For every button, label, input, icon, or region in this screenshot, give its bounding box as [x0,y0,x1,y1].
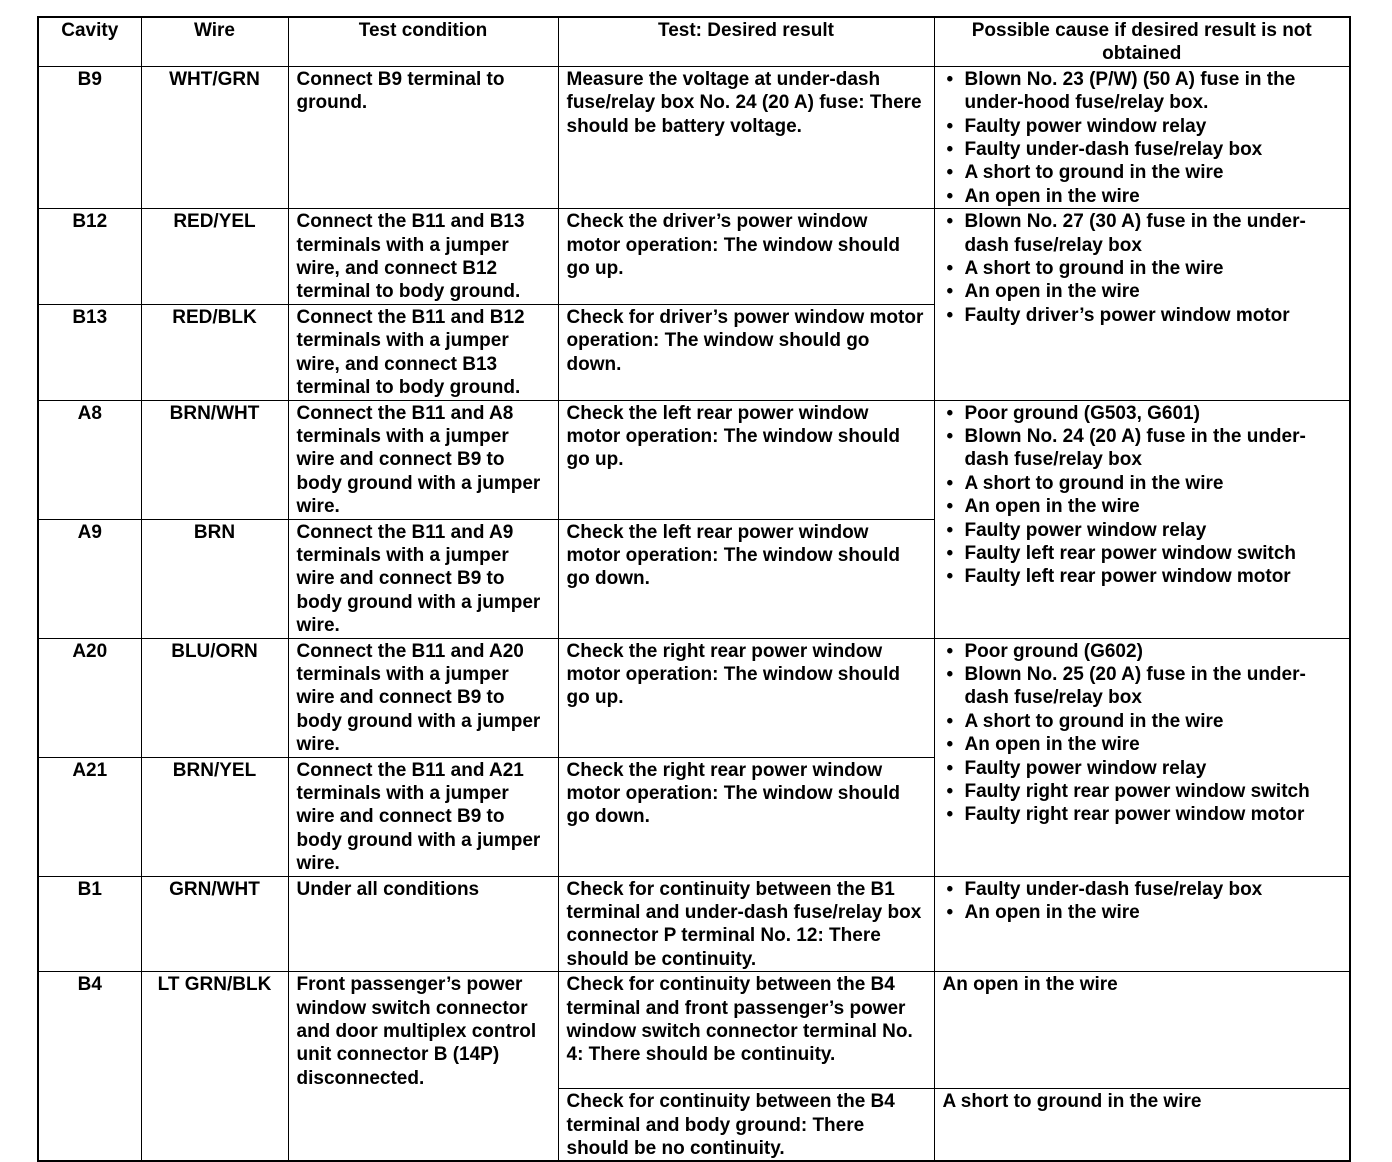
condition-cell: Connect the B11 and A20 terminals with a jumper wire and connect B9 to body ground with a jumper wire. [288,638,558,757]
cause-item: • Poor ground (G602) [943,640,1342,663]
cavity-cell: B4 [38,972,141,1162]
cause-item: • Faulty left rear power window motor [943,565,1342,588]
result-cell: Check the driver’s power window motor operation: The window should go up. [558,209,934,305]
table-row [38,66,1350,208]
wire-cell: BRN/WHT [141,400,288,519]
result-cell: Check the right rear power window motor operation: The window should go up. [558,638,934,757]
cause-item: • Poor ground (G503, G601) [943,402,1342,425]
cause-item: • Faulty power window relay [943,115,1342,138]
condition-cell: Connect the B11 and B13 terminals with a jumper wire, and connect B12 terminal to body ground. [288,209,558,305]
cavity-cell: A8 [38,400,141,519]
cavity-cell: A21 [38,757,141,876]
cause-item: • Blown No. 25 (20 A) fuse in the under-dash fuse/relay box [943,663,1342,710]
cause-cell [934,400,1350,638]
condition-cell: Connect B9 terminal to ground. [288,66,558,208]
cause-item: • Faulty left rear power window switch [943,542,1342,565]
condition-cell: Connect the B11 and A8 terminals with a jumper wire and connect B9 to body ground with a jumper wire. [288,400,558,519]
result-cell: Check for continuity between the B1 terminal and under-dash fuse/relay box connector P terminal No. 12: There should be continuity. [558,876,934,972]
result-cell: Check for driver’s power window motor operation: The window should go down. [558,304,934,400]
cavity-cell: A9 [38,519,141,638]
result-cell: Check the left rear power window motor operation: The window should go down. [558,519,934,638]
cause-item: • Blown No. 23 (P/W) (50 A) fuse in the under-hood fuse/relay box. [943,68,1342,115]
table-row [38,209,1350,305]
cause-item: • An open in the wire [943,280,1342,303]
cause-cell [934,66,1350,208]
condition-cell: Connect the B11 and A9 terminals with a jumper wire and connect B9 to body ground with a jumper wire. [288,519,558,638]
cause-item: • Faulty power window relay [943,757,1342,780]
condition-cell: Under all conditions [288,876,558,972]
cause-item: • Faulty driver’s power window motor [943,304,1342,327]
wire-test-table [37,16,1351,1162]
cavity-cell: B13 [38,304,141,400]
wire-cell: BRN [141,519,288,638]
wire-cell: GRN/WHT [141,876,288,972]
cause-cell [934,209,1350,400]
result-cell: Check for continuity between the B4 terminal and front passenger’s power window switch connector terminal No. 4: There should be continuity. [558,972,934,1089]
result-cell: Check the right rear power window motor operation: The window should go down. [558,757,934,876]
cause-item: • Blown No. 27 (30 A) fuse in the under-dash fuse/relay box [943,210,1342,257]
cause-item: • Blown No. 24 (20 A) fuse in the under-dash fuse/relay box [943,425,1342,472]
header-desired-result: Test: Desired result [558,17,934,66]
wire-cell: LT GRN/BLK [141,972,288,1162]
cause-list [943,402,1342,589]
header-wire: Wire [141,17,288,66]
header-cavity: Cavity [38,17,141,66]
cause-item: • Faulty power window relay [943,519,1342,542]
cavity-cell: B9 [38,66,141,208]
result-cell: Check for continuity between the B4 terminal and body ground: There should be no continuity. [558,1089,934,1162]
cavity-cell: B12 [38,209,141,305]
wire-cell: BLU/ORN [141,638,288,757]
wire-cell: RED/YEL [141,209,288,305]
cause-cell [934,876,1350,972]
cause-item: • Faulty under-dash fuse/relay box [943,138,1342,161]
cavity-cell: A20 [38,638,141,757]
cause-item: • Faulty right rear power window motor [943,803,1342,826]
result-cell: Measure the voltage at under-dash fuse/relay box No. 24 (20 A) fuse: There should be battery voltage. [558,66,934,208]
cavity-cell: B1 [38,876,141,972]
table-row [38,400,1350,519]
table-row [38,876,1350,972]
cause-cell [934,638,1350,876]
cause-item: • An open in the wire [943,733,1342,756]
table-row [38,638,1350,757]
condition-cell: Connect the B11 and A21 terminals with a jumper wire and connect B9 to body ground with a jumper wire. [288,757,558,876]
cause-item: • Faulty right rear power window switch [943,780,1342,803]
header-possible-cause: Possible cause if desired result is not obtained [934,17,1350,66]
condition-cell: Connect the B11 and B12 terminals with a jumper wire, and connect B13 terminal to body ground. [288,304,558,400]
header-test-condition: Test condition [288,17,558,66]
cause-list [943,640,1342,827]
cause-list [943,210,1342,327]
wire-cell: WHT/GRN [141,66,288,208]
cause-item: • A short to ground in the wire [943,710,1342,733]
condition-cell: Front passenger’s power window switch connector and door multiplex control unit connector B (14P) disconnected. [288,972,558,1162]
cause-cell: A short to ground in the wire [934,1089,1350,1162]
result-cell: Check the left rear power window motor operation: The window should go up. [558,400,934,519]
cause-item: • A short to ground in the wire [943,257,1342,280]
cause-cell: An open in the wire [934,972,1350,1089]
cause-item: • Faulty under-dash fuse/relay box [943,878,1342,901]
cause-item: • An open in the wire [943,495,1342,518]
wire-cell: BRN/YEL [141,757,288,876]
cause-list [943,878,1342,925]
table-row [38,972,1350,1089]
wire-cell: RED/BLK [141,304,288,400]
cause-item: • A short to ground in the wire [943,472,1342,495]
cause-list [943,68,1342,208]
cause-item: • A short to ground in the wire [943,161,1342,184]
cause-item: • An open in the wire [943,901,1342,924]
header-row [38,17,1350,66]
cause-item: • An open in the wire [943,185,1342,208]
